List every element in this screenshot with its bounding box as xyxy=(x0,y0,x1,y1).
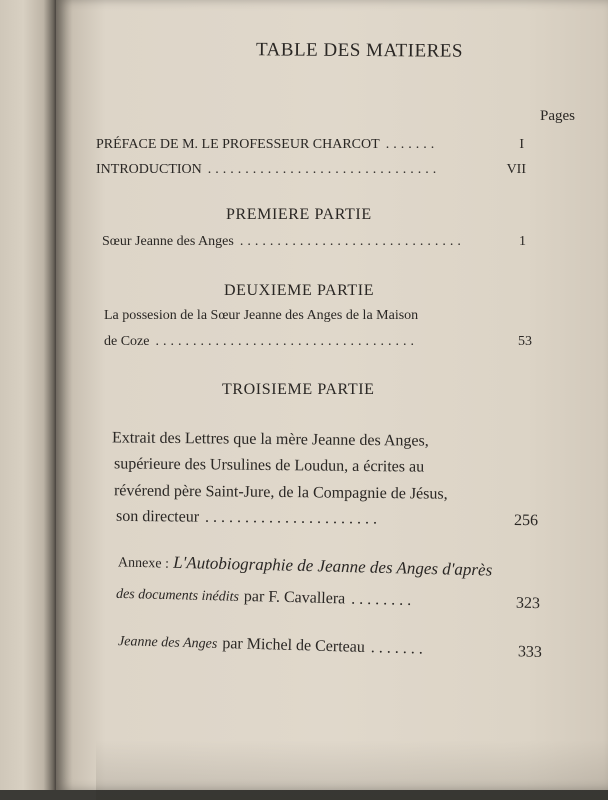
leader-dots: ...................... xyxy=(205,508,382,528)
entry-label: PRÉFACE DE M. LE PROFESSEUR CHARCOT xyxy=(96,137,380,152)
entry-page: 256 xyxy=(513,511,539,530)
annexe-line-1 xyxy=(118,551,493,580)
part3-line-1: Extrait des Lettres que la mère Jeanne des Anges, xyxy=(111,429,429,450)
entry-label: INTRODUCTION xyxy=(96,162,202,177)
entry-page: 1 xyxy=(519,234,526,249)
part-heading-3: TROISIEME PARTIE xyxy=(222,381,375,398)
page-title: TABLE DES MATIERES xyxy=(255,39,464,62)
entry-page: VII xyxy=(506,162,526,177)
annexe-subtitle: des documents inédits xyxy=(115,586,240,605)
toc-entry-soeur-jeanne xyxy=(102,234,526,250)
leader-dots: ........ xyxy=(351,590,416,610)
part-heading-1: PREMIERE PARTIE xyxy=(226,206,372,223)
pages-column-label: Pages xyxy=(540,108,575,124)
book-page xyxy=(56,0,608,790)
annexe-prefix: Annexe : xyxy=(117,555,170,572)
leader-dots: ....... xyxy=(385,137,439,152)
toc-entry-preface xyxy=(96,137,524,153)
toc-entry-annexe xyxy=(116,585,540,613)
entry-page: 53 xyxy=(518,334,532,349)
entry-page: 333 xyxy=(517,643,543,661)
part3-line-2: supérieure des Ursulines de Loudun, a écrites au xyxy=(113,455,425,476)
leader-dots: ................................... xyxy=(155,334,418,349)
entry-label: Sœur Jeanne des Anges xyxy=(102,234,234,249)
annexe-author: par F. Cavallera xyxy=(243,587,346,608)
toc-entry-certeau xyxy=(118,632,542,662)
toc-entry-possesion xyxy=(104,334,532,350)
toc-entry-introduction xyxy=(96,162,526,178)
part-heading-2: DEUXIEME PARTIE xyxy=(224,282,375,299)
certeau-author: par Michel de Certeau xyxy=(222,634,366,656)
book-spine-left xyxy=(0,0,58,790)
annexe-title: L'Autobiographie de Jeanne des Anges d'après xyxy=(173,552,493,580)
leader-dots: ............................... xyxy=(207,162,441,177)
entry-label: de Coze xyxy=(104,334,150,349)
entry-page: I xyxy=(519,137,524,152)
leader-dots: ....... xyxy=(370,639,428,658)
entry-label: son directeur xyxy=(115,507,200,526)
leader-dots: .............................. xyxy=(239,234,465,249)
toc-entry-lettres xyxy=(116,508,538,530)
part3-line-3: révérend père Saint-Jure, de la Compagnie de Jésus, xyxy=(113,482,448,503)
entry-page: 323 xyxy=(515,594,541,613)
page-shadow xyxy=(96,740,608,800)
certeau-title: Jeanne des Anges xyxy=(117,634,218,652)
part2-line-1: La possesion de la Sœur Jeanne des Anges de la Maison xyxy=(104,308,419,323)
